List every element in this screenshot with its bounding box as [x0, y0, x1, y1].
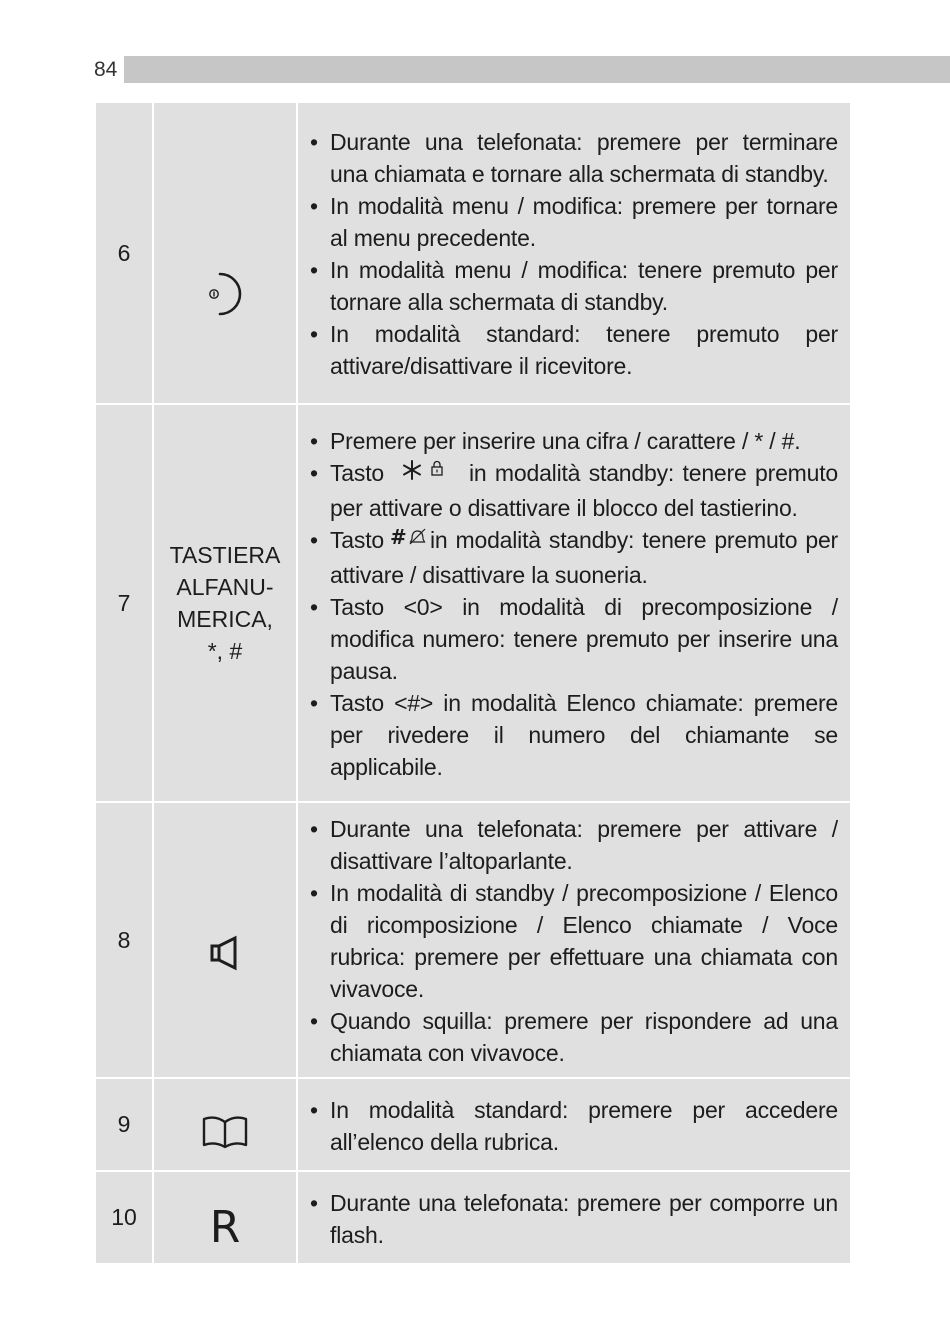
list-item: • In modalità di standby / precomposizione / Elenco di ricomposizione / Elenco chiamate / Voce rubrica: premere per effettuare una chiamata con vivavoce. — [308, 877, 838, 1005]
list-item: • In modalità standard: premere per accedere all’elenco della rubrica. — [308, 1094, 838, 1158]
key-cell — [153, 802, 297, 1078]
key-functions-table — [94, 101, 852, 1265]
hash-ringer-off-key-icon — [388, 525, 428, 559]
svg-text:#: # — [389, 524, 407, 549]
description-cell — [297, 802, 851, 1078]
header-bar — [124, 56, 950, 83]
row-number: 9 — [95, 1078, 153, 1171]
table-row — [95, 1078, 851, 1171]
table-row — [95, 102, 851, 404]
table-row — [95, 1171, 851, 1264]
list-item: • Tasto <#> in modalità Elenco chiamate: premere per rivedere il numero del chiamante se applicabile. — [308, 687, 838, 783]
key-cell — [153, 1171, 297, 1264]
page-number: 84 — [94, 56, 122, 83]
description-cell — [297, 1078, 851, 1171]
star-lock-key-icon — [402, 458, 450, 492]
key-cell — [153, 102, 297, 404]
list-item: • Durante una telefonata: premere per comporre un flash. — [308, 1187, 838, 1251]
list-item: • In modalità menu / modifica: premere per tornare al menu precedente. — [308, 190, 838, 254]
row-number: 7 — [95, 404, 153, 802]
list-item: • Durante una telefonata: premere per terminare una chiamata e tornare alla schermata di standby. — [308, 126, 838, 190]
table-row — [95, 802, 851, 1078]
phonebook-icon — [201, 1112, 249, 1160]
list-item: • Durante una telefonata: premere per attivare / disattivare l’altoparlante. — [308, 813, 838, 877]
list-item: • In modalità standard: tenere premuto per attivare/disattivare il ricevitore. — [308, 318, 838, 382]
description-cell — [297, 1171, 851, 1264]
table-row — [95, 404, 851, 802]
row-number: 8 — [95, 802, 153, 1078]
row-number: 6 — [95, 102, 153, 404]
recall-key-label: R — [209, 1201, 241, 1253]
list-item: • Tasto # in modalità standby: tenere premuto per attivare / disattivare la suoneria. — [308, 524, 838, 591]
speaker-icon — [209, 935, 241, 979]
list-item: • In modalità menu / modifica: tenere premuto per tornare alla schermata di standby. — [308, 254, 838, 318]
list-item: • Premere per inserire una cifra / carattere / * / #. — [308, 425, 838, 457]
description-cell — [297, 102, 851, 404]
row-number: 10 — [95, 1171, 153, 1264]
keypad-label: TASTIERA ALFANU- MERICA, *, # — [169, 542, 281, 664]
key-cell — [153, 404, 297, 802]
list-item: • Tasto <0> in modalità di precomposizione / modifica numero: tenere premuto per inserire una pausa. — [308, 591, 838, 687]
page-header — [94, 56, 950, 83]
list-item: • Quando squilla: premere per rispondere ad una chiamata con vivavoce. — [308, 1005, 838, 1069]
description-cell — [297, 404, 851, 802]
key-cell — [153, 1078, 297, 1171]
end-call-back-icon — [208, 271, 242, 325]
list-item: • Tasto in modalità standby: tenere premuto per attivare o disattivare il blocco del tastierino. — [308, 457, 838, 524]
